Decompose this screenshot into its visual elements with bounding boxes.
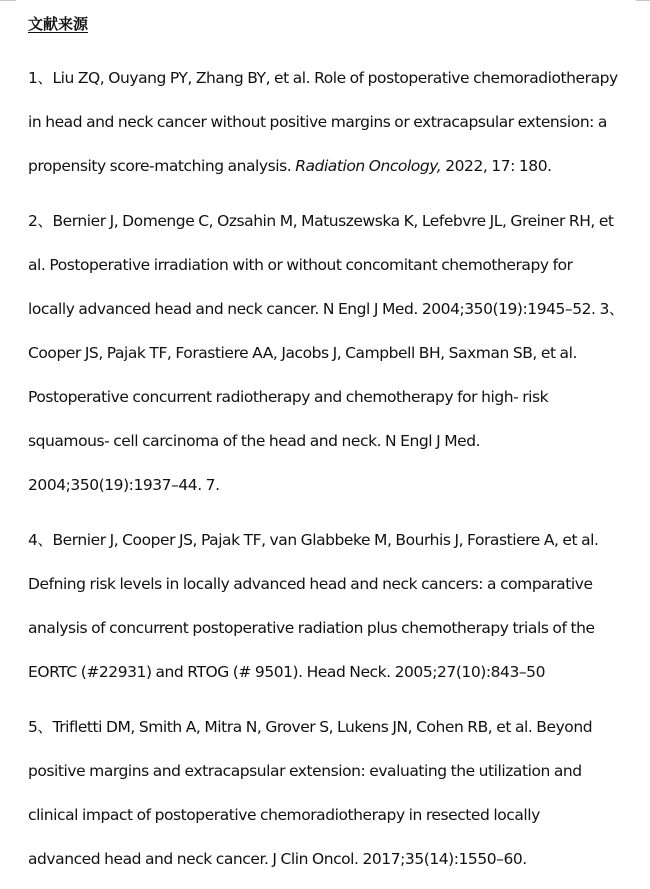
reference-line: squamous- cell carcinoma of the head and neck. N Engl J Med.	[28, 432, 481, 450]
reference-2	[28, 199, 628, 507]
reference-line: locally advanced head and neck cancer. N Engl J Med. 2004;350(19):1945–52. 3、	[28, 300, 624, 318]
reference-1	[28, 56, 628, 188]
reference-line: 2004;350(19):1937–44. 7.	[28, 476, 220, 494]
section-heading: 文献来源	[28, 15, 89, 33]
page-corner-mark-left	[0, 0, 16, 1]
reference-line: Postoperative concurrent radiotherapy and chemotherapy for high- risk	[28, 388, 549, 406]
reference-line: 2、Bernier J, Domenge C, Ozsahin M, Matuszewska K, Lefebvre JL, Greiner RH, et	[28, 212, 614, 230]
reference-line: al. Postoperative irradiation with or without concomitant chemotherapy for	[28, 256, 573, 274]
page-corner-mark-right	[636, 0, 650, 1]
reference-line: 5、Trifletti DM, Smith A, Mitra N, Grover S, Lukens JN, Cohen RB, et al. Beyond	[28, 718, 593, 736]
reference-line: Defning risk levels in locally advanced head and neck cancers: a comparative	[28, 575, 593, 593]
reference-line: Cooper JS, Pajak TF, Forastiere AA, Jacobs J, Campbell BH, Saxman SB, et al.	[28, 344, 577, 362]
reference-line: EORTC (#22931) and RTOG (# 9501). Head Neck. 2005;27(10):843–50	[28, 663, 545, 681]
reference-4	[28, 518, 628, 694]
reference-line: 1、Liu ZQ, Ouyang PY, Zhang BY, et al. Role of postoperative chemoradiotherapy	[28, 69, 618, 87]
reference-line: 4、Bernier J, Cooper JS, Pajak TF, van Glabbeke M, Bourhis J, Forastiere A, et al.	[28, 531, 599, 549]
reference-5	[28, 705, 628, 881]
journal-name: Radiation Oncology,	[295, 157, 442, 175]
reference-text: 2022, 17: 180.	[441, 157, 552, 175]
reference-line: in head and neck cancer without positive margins or extracapsular extension: a	[28, 113, 607, 131]
reference-line	[28, 144, 628, 188]
reference-line: analysis of concurrent postoperative radiation plus chemotherapy trials of the	[28, 619, 595, 637]
reference-line: advanced head and neck cancer. J Clin Oncol. 2017;35(14):1550–60.	[28, 850, 527, 868]
reference-line: positive margins and extracapsular extension: evaluating the utilization and	[28, 762, 582, 780]
reference-line: clinical impact of postoperative chemoradiotherapy in resected locally	[28, 806, 540, 824]
reference-text: propensity score-matching analysis.	[28, 157, 296, 175]
document-page	[28, 10, 628, 881]
